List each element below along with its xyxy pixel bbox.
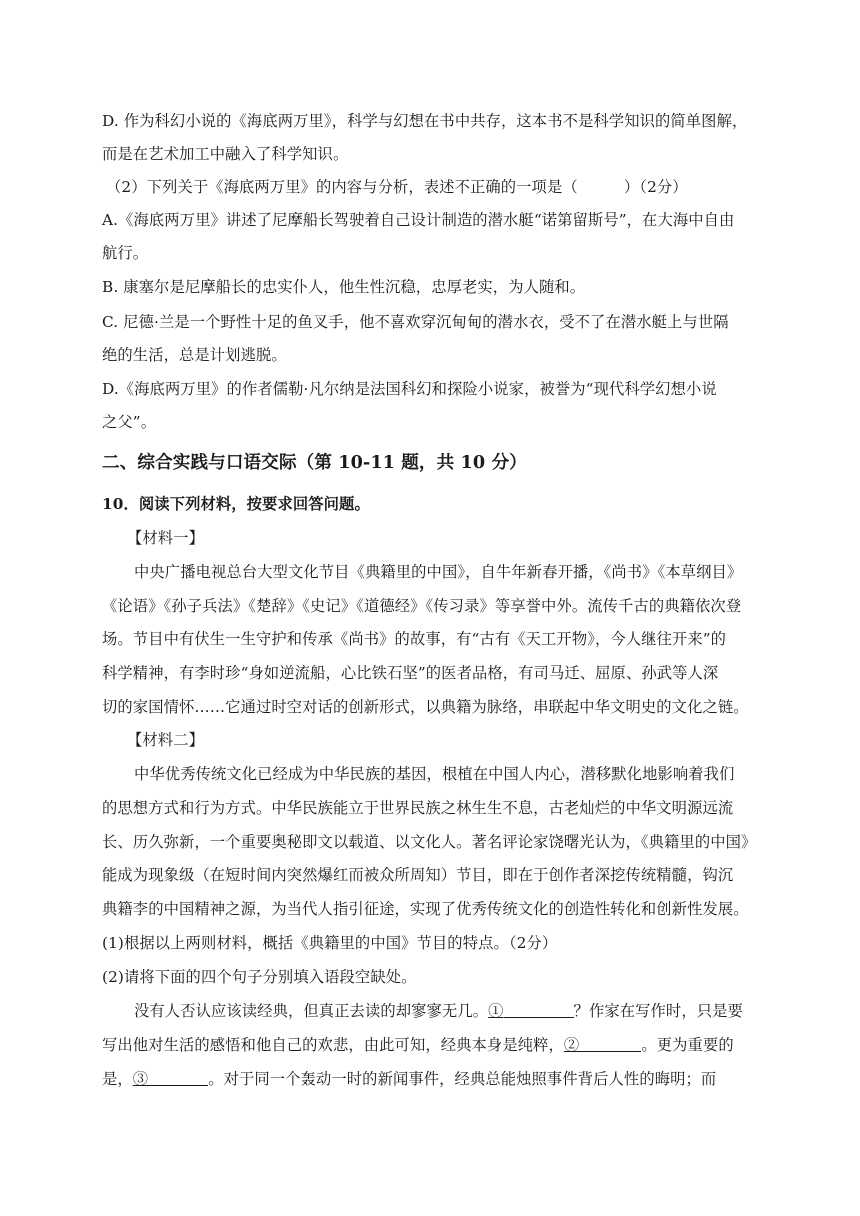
q9-option-a-line1: A.《海底两万里》讲述了尼摩船长驾驶着自己设计制造的潜水艇“诺第留斯号”，在大海中自由 [102,211,735,229]
material-2-line: 的思想方式和行为方式。中华民族能立于世界民族之林生生不息，古老灿烂的中华文明源远流 [102,799,734,817]
material-2-line: 能成为现象级（在短时间内突然爆红而被众所周知）节目，即在于创作者深挖传统精髓，钩沉 [102,866,734,884]
passage-text: 。对于同一个轰动一时的新闻事件，经典总能烛照事件背后人性的晦明；而 [208,1070,717,1088]
material-1-line: 切的家国情怀……它通过时空对话的创新形式，以典籍为脉络，串联起中华文明史的文化之链。 [102,698,749,716]
material-2-line: 中华优秀传统文化已经成为中华民族的基因，根植在中国人内心，潜移默化地影响着我们 [134,765,735,783]
material-1-line: 场。节目中有伏生一生守护和传承《尚书》的故事，有“古有《天工开物》，今人继往开来”的 [102,630,727,648]
q9-option-c-line1: C. 尼德·兰是一个野性十足的鱼叉手，他不喜欢穿沉甸甸的潜水衣，受不了在潜水艇上与世隔 [102,313,729,331]
blank-number: ③ [132,1070,149,1088]
material-1-label: 【材料一】 [127,529,204,547]
material-2-line: 典籍李的中国精神之源，为当代人指引征途，实现了优秀传统文化的创造性转化和创新性发展。 [102,900,749,918]
passage-text: 。更为重要的 [641,1036,734,1054]
passage-line-2 [102,1033,734,1057]
fill-blank-2[interactable] [579,1034,641,1052]
section-2-heading: 二、综合实践与口语交际（第 10-11 题，共 10 分） [102,452,527,473]
material-1-line: 中央广播电视总台大型文化节目《典籍里的中国》，自牛年新春开播，《尚书》《本草纲目》 [134,563,743,581]
passage-text: ？作家在写作时，只是要 [573,1002,743,1020]
q10-sub1: (1)根据以上两则材料，概括《典籍里的中国》节目的特点。（2分） [102,934,558,952]
q10-sub2: (2)请将下面的四个句子分别填入语段空缺处。 [102,968,417,986]
q9-option-d-line2: 之父”。 [102,413,157,431]
material-1-line: 《论语》《孙子兵法》《楚辞》《史记》《道德经》《传习录》等享誉中外。流传千古的典籍依次登 [102,597,742,615]
passage-text: 没有人否认应该读经典，但真正去读的却寥寥无几。 [134,1002,489,1020]
passage-text: 是， [102,1070,133,1088]
q9-sub2-stem: （2）下列关于《海底两万里》的内容与分析，表述不正确的一项是（ ）（2分） [106,178,688,196]
blank-number: ② [563,1036,580,1054]
q9-prev-option-d-line2: 而是在艺术加工中融入了科学知识。 [102,145,349,163]
q10-title: 10．阅读下列材料，按要求回答问题。 [102,495,370,513]
passage-text: 写出他对生活的感悟和他自己的欢悲，由此可知，经典本身是纯粹， [102,1036,564,1054]
q9-prev-option-d-line1: D. 作为科幻小说的《海底两万里》，科学与幻想在书中共存，这本书不是科学知识的简单图解， [102,112,748,130]
material-2-line: 长、历久弥新，一个重要奥秘即文以载道、以文化人。著名评论家饶曙光认为，《典籍里的中国》 [102,833,757,851]
material-1-line: 科学精神，有李时珍“身如逆流船，心比铁石坚”的医者品格，有司马迁、屈原、孙武等人深 [102,664,719,682]
q9-option-d-line1: D.《海底两万里》的作者儒勒·凡尔纳是法国科幻和探险小说家，被誉为“现代科学幻想小说 [102,380,717,398]
q9-option-a-line2: 航行。 [102,244,149,262]
q9-option-b: B. 康塞尔是尼摩船长的忠实仆人，他生性沉稳，忠厚老实，为人随和。 [102,278,586,296]
fill-blank-1[interactable] [504,1000,574,1018]
blank-number: ① [488,1002,504,1020]
passage-line-3 [102,1067,716,1091]
q9-option-c-line2: 绝的生活，总是计划逃脱。 [102,346,287,364]
fill-blank-3[interactable] [148,1068,208,1086]
material-2-label: 【材料二】 [127,731,204,749]
passage-line-1 [134,999,743,1023]
